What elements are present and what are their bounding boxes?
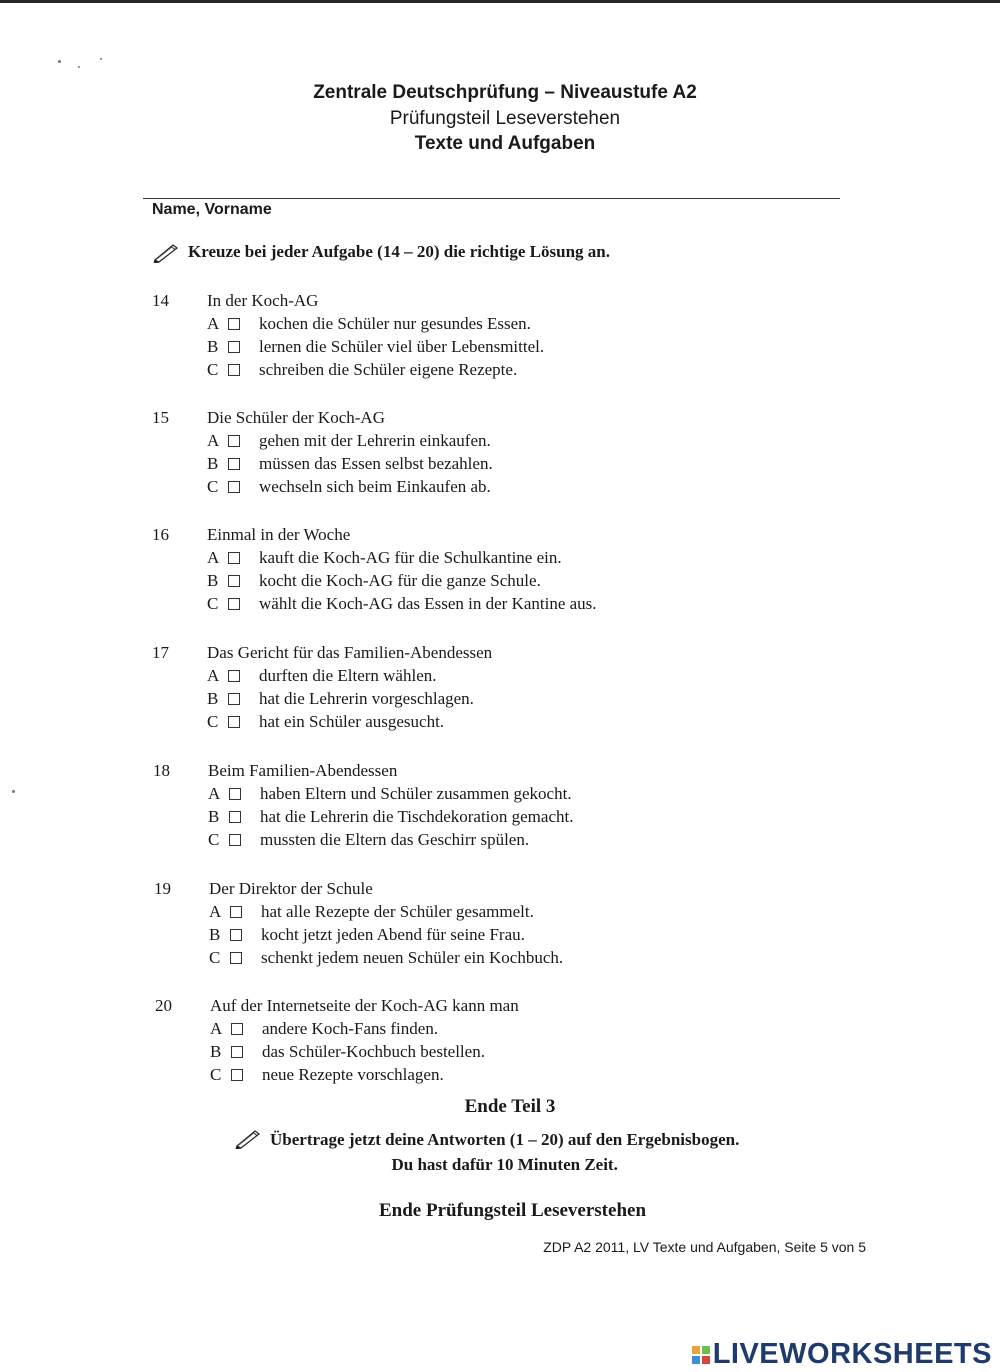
option-b[interactable] [155,1040,519,1063]
logo-text: LIVEWORKSHEETS [712,1338,992,1370]
question-stem: In der Koch-AG [207,291,319,310]
option-text: hat die Lehrerin vorgeschlagen. [259,689,474,708]
logo-square [702,1356,710,1364]
option-c[interactable] [153,828,573,851]
option-letter: B [208,807,220,826]
option-text: wechseln sich beim Einkaufen ab. [259,477,491,496]
option-text: andere Koch-Fans finden. [262,1019,439,1038]
option-c[interactable] [154,946,563,969]
question-header [152,523,597,546]
exam-subtitle: Prüfungsteil Leseverstehen [389,108,621,129]
question-14 [152,289,544,381]
option-text: müssen das Essen selbst bezahlen. [259,454,493,473]
option-a[interactable] [152,312,544,335]
checkbox[interactable] [229,788,241,800]
option-text: das Schüler-Kochbuch bestellen. [262,1042,485,1061]
option-letter: A [207,666,220,685]
transfer-instruction [234,1127,739,1177]
scan-speck [12,790,15,793]
option-letter: C [207,712,219,731]
question-20 [155,994,519,1086]
checkbox[interactable] [228,318,240,330]
option-a[interactable] [152,429,493,452]
question-stem: Beim Familien-Abendessen [208,761,398,780]
page-top-edge [0,0,1000,3]
option-b[interactable] [153,805,573,828]
option-c[interactable] [152,475,493,498]
option-letter: C [207,594,219,613]
question-number: 14 [152,291,169,310]
scan-speck [78,66,80,68]
section-title: Texte und Aufgaben [414,133,596,154]
checkbox[interactable] [228,716,240,728]
option-letter: C [207,360,219,379]
option-c[interactable] [155,1063,519,1086]
question-number: 15 [152,408,169,427]
option-letter: A [209,902,222,921]
checkbox[interactable] [228,481,240,493]
option-b[interactable] [152,452,493,475]
option-text: hat alle Rezepte der Schüler gesammelt. [261,902,534,921]
checkbox[interactable] [229,811,241,823]
question-number: 20 [155,996,172,1015]
checkbox[interactable] [231,1046,243,1058]
question-17 [152,641,492,733]
question-16 [152,523,597,615]
question-header [153,759,573,782]
option-letter: A [208,784,221,803]
question-stem: Das Gericht für das Familien-Abendessen [207,643,493,662]
footer-reference: ZDP A2 2011, LV Texte und Aufgaben, Seite 5 von 5 [543,1239,866,1255]
checkbox[interactable] [231,1023,243,1035]
option-letter: B [210,1042,222,1061]
option-a[interactable] [152,546,597,569]
option-text: haben Eltern und Schüler zusammen gekocht. [260,784,572,803]
scan-speck [58,60,61,63]
option-a[interactable] [152,664,492,687]
option-text: kochen die Schüler nur gesundes Essen. [259,314,531,333]
logo-square [692,1356,700,1364]
checkbox[interactable] [230,952,242,964]
option-letter: B [207,689,219,708]
question-stem: Einmal in der Woche [207,525,351,544]
checkbox[interactable] [229,834,241,846]
instruction [152,241,610,263]
checkbox[interactable] [228,598,240,610]
logo-square [702,1346,710,1354]
question-stem: Auf der Internetseite der Koch-AG kann man [210,996,519,1015]
exam-title: Zentrale Deutschprüfung – Niveaustufe A2 [313,82,697,103]
checkbox[interactable] [231,1069,243,1081]
checkbox[interactable] [228,670,240,682]
pencil-icon [234,1127,262,1149]
checkbox[interactable] [230,906,242,918]
option-letter: A [207,431,220,450]
question-number: 16 [152,525,169,544]
option-c[interactable] [152,710,492,733]
liveworksheets-logo [692,1338,992,1371]
pencil-icon [152,241,180,263]
option-a[interactable] [153,782,573,805]
option-letter: A [207,314,220,333]
option-letter: C [209,948,221,967]
header [0,80,1000,156]
option-a[interactable] [154,900,563,923]
checkbox[interactable] [228,552,240,564]
option-text: kocht die Koch-AG für die ganze Schule. [259,571,541,590]
option-letter: B [207,571,219,590]
checkbox[interactable] [228,435,240,447]
option-text: gehen mit der Lehrerin einkaufen. [259,431,491,450]
question-number: 17 [152,643,169,662]
question-number: 18 [153,761,170,780]
question-15 [152,406,493,498]
option-letter: B [207,337,219,356]
checkbox[interactable] [228,364,240,376]
question-header [154,877,563,900]
option-text: schreiben die Schüler eigene Rezepte. [259,360,518,379]
checkbox[interactable] [228,458,240,470]
option-text: durften die Eltern wählen. [259,666,437,685]
option-text: lernen die Schüler viel über Lebensmittel. [259,337,545,356]
name-label: Name, Vorname [152,201,272,218]
scan-speck [100,58,102,60]
option-text: neue Rezepte vorschlagen. [262,1065,444,1084]
option-text: hat ein Schüler ausgesucht. [259,712,445,731]
question-header [152,641,492,664]
question-stem: Der Direktor der Schule [209,879,373,898]
option-b[interactable] [152,687,492,710]
instruction-text: Kreuze bei jeder Aufgabe (14 – 20) die richtige Lösung an. [188,242,610,261]
transfer-line-2: Du hast dafür 10 Minuten Zeit. [391,1155,618,1174]
option-text: wählt die Koch-AG das Essen in der Kantine aus. [259,594,597,613]
option-b[interactable] [154,923,563,946]
checkbox[interactable] [230,929,242,941]
question-18 [153,759,573,851]
option-b[interactable] [152,335,544,358]
end-section-heading: Ende Prüfungsteil Leseverstehen [378,1200,647,1221]
option-letter: A [210,1019,223,1038]
name-input-line[interactable] [143,198,840,199]
option-letter: C [208,830,220,849]
option-letter: B [209,925,221,944]
option-letter: A [207,548,220,567]
option-text: kocht jetzt jeden Abend für seine Frau. [261,925,525,944]
option-c[interactable] [152,358,544,381]
question-header [152,406,493,429]
option-letter: C [210,1065,222,1084]
option-c[interactable] [152,592,597,615]
option-letter: B [207,454,219,473]
question-header [152,289,544,312]
transfer-line-1: Übertrage jetzt deine Antworten (1 – 20) auf den Ergebnisbogen. [270,1130,740,1149]
end-part-heading: Ende Teil 3 [464,1096,556,1117]
option-letter: C [207,477,219,496]
option-text: kauft die Koch-AG für die Schulkantine ein. [259,548,562,567]
option-b[interactable] [152,569,597,592]
checkbox[interactable] [228,575,240,587]
option-text: mussten die Eltern das Geschirr spülen. [260,830,530,849]
option-text: hat die Lehrerin die Tischdekoration gemacht. [260,807,574,826]
question-stem: Die Schüler der Koch-AG [207,408,385,427]
checkbox[interactable] [228,693,240,705]
question-19 [154,877,563,969]
question-header [155,994,519,1017]
checkbox[interactable] [228,341,240,353]
question-number: 19 [154,879,171,898]
logo-grid-icon [692,1346,710,1364]
option-a[interactable] [155,1017,519,1040]
logo-square [692,1346,700,1354]
option-text: schenkt jedem neuen Schüler ein Kochbuch. [261,948,564,967]
